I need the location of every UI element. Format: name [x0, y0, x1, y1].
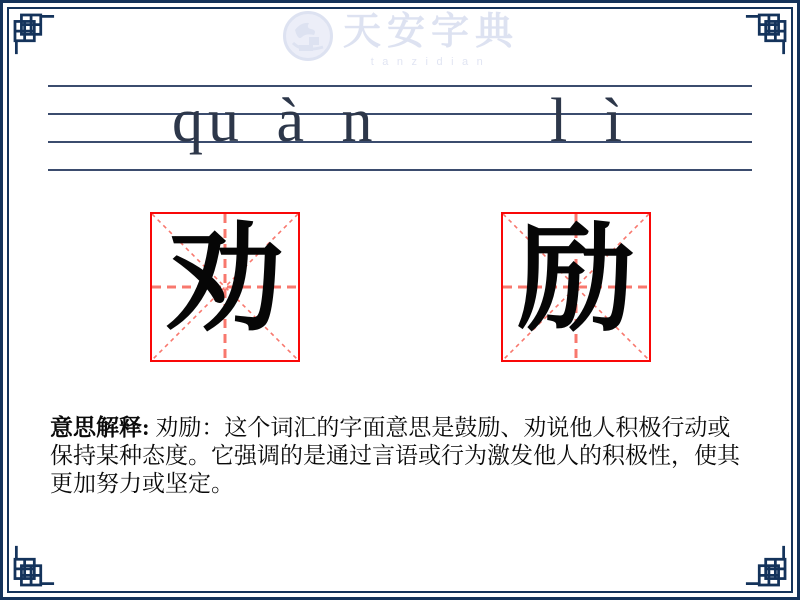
character-box-1: [150, 212, 300, 362]
pinyin-syllable-quan: qu à n: [172, 87, 378, 155]
corner-fret-ornament-bottom-left: [9, 545, 55, 591]
pinyin-syllable-li: l ì: [550, 87, 627, 155]
staff-line-4: [48, 169, 752, 171]
definition-label: 意思解释:: [50, 415, 150, 440]
staff-line-3: [48, 141, 752, 143]
logo-seal-icon: [281, 10, 335, 64]
definition-body: 劝励：这个词汇的字面意思是鼓励、劝说他人积极行动或保持某种态度。它强调的是通过言语或行为激发他人的积极性，使其更加努力或坚定。: [50, 415, 740, 496]
staff-line-2: [48, 113, 752, 115]
character-box-2: [501, 212, 651, 362]
definition-paragraph: [50, 414, 752, 498]
logo-title: 天安字典: [342, 11, 519, 53]
pinyin-staff: [48, 85, 752, 173]
character-glyph-2: 励: [516, 215, 636, 347]
logo: [0, 10, 800, 68]
corner-fret-ornament-bottom-right: [745, 545, 791, 591]
character-glyph-1: 劝: [165, 215, 285, 347]
staff-line-1: [48, 85, 752, 87]
logo-subtitle: tanzidian: [370, 56, 492, 68]
